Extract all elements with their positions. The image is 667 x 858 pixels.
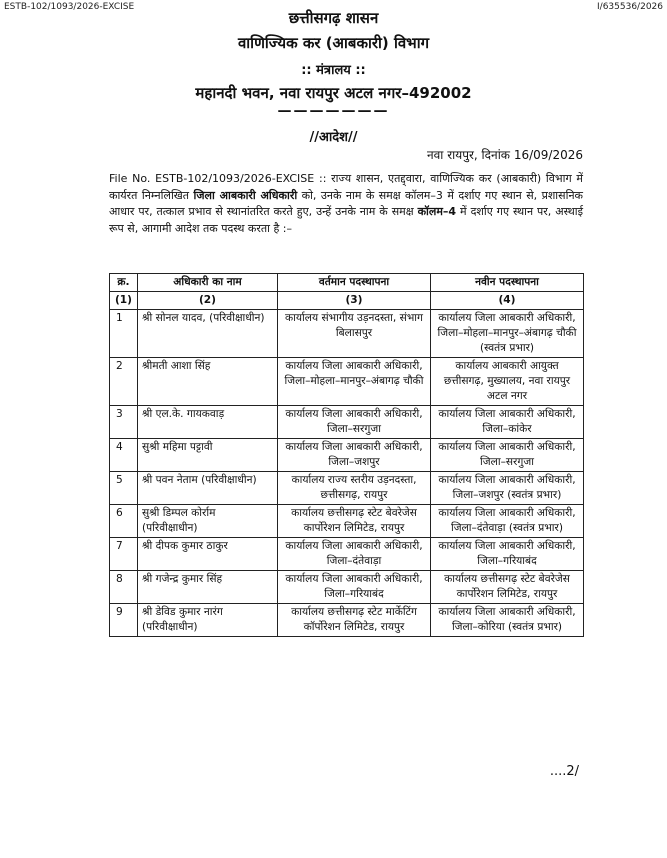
cell-name: सुश्री महिमा पट्टावी: [138, 439, 278, 472]
file-ref-right: I/635536/2026: [597, 2, 663, 12]
cell-name: श्री डेविड कुमार नारंग (परिवीक्षाधीन): [138, 604, 278, 637]
cell-sn: 8: [110, 571, 138, 604]
table-row: [110, 472, 584, 505]
table-row: [110, 358, 584, 406]
cell-current: कार्यालय छत्तीसगढ़ स्टेट मार्केटिंग कॉर्पोरेशन लिमिटेड, रायपुर: [278, 604, 431, 637]
body-bold1: जिला आबकारी अधिकारी: [193, 188, 298, 202]
page-marker: ....2/: [549, 764, 579, 779]
col-header-current: वर्तमान पदस्थापना: [278, 274, 431, 292]
cell-sn: 2: [110, 358, 138, 406]
col-header-new: नवीन पदस्थापना: [431, 274, 584, 292]
table-row: [110, 538, 584, 571]
cell-current: कार्यालय जिला आबकारी अधिकारी, जिला–जशपुर: [278, 439, 431, 472]
cell-new: कार्यालय जिला आबकारी अधिकारी, जिला–मोहला–मानपुर–अंबागढ़ चौकी (स्वतंत्र प्रभार): [431, 310, 584, 358]
cell-name: श्री पवन नेताम (परिवीक्षाधीन): [138, 472, 278, 505]
table-row: [110, 439, 584, 472]
cell-current: कार्यालय संभागीय उड़नदस्ता, संभाग बिलासपुर: [278, 310, 431, 358]
body-part1: File No. ESTB-102/1093/2026-EXCISE :: राज्य शासन, एतद्द्वारा, वाणिज्यिक कर (आबकारी) विभाग में कार्यरत निम्नलिखित: [109, 172, 583, 202]
ministry-label: :: मंत्रालय ::: [301, 63, 366, 78]
cell-name: सुश्री डिम्पल कोर्राम (परिवीक्षाधीन): [138, 505, 278, 538]
header-divider: ———————: [277, 103, 390, 119]
table-header-row: [110, 274, 584, 292]
cell-name: श्री एल.के. गायकवाड़: [138, 406, 278, 439]
cell-new: कार्यालय आबकारी आयुक्त छत्तीसगढ़, मुख्यालय, नवा रायपुर अटल नगर: [431, 358, 584, 406]
cell-name: श्री सोनल यादव, (परिवीक्षाधीन): [138, 310, 278, 358]
cell-new: कार्यालय जिला आबकारी अधिकारी, जिला–गरियाबंद: [431, 538, 584, 571]
cell-new: कार्यालय जिला आबकारी अधिकारी, जिला–सरगुजा: [431, 439, 584, 472]
body-part3: में दर्शाए गए स्थान पर, अस्थाई रूप से, आगामी आदेश तक पदस्थ करता है :–: [109, 205, 583, 235]
colnum-3: (3): [278, 292, 431, 310]
cell-new: कार्यालय छत्तीसगढ़ स्टेट बेवरेजेस कार्पोरेशन लिमिटेड, रायपुर: [431, 571, 584, 604]
cell-sn: 9: [110, 604, 138, 637]
cell-sn: 4: [110, 439, 138, 472]
govt-title: छत्तीसगढ़ शासन: [288, 9, 379, 27]
cell-current: कार्यालय जिला आबकारी अधिकारी, जिला–दंतेवाड़ा: [278, 538, 431, 571]
col-header-sn: क्र.: [110, 274, 138, 292]
colnum-1: (1): [110, 292, 138, 310]
table-row: [110, 406, 584, 439]
cell-current: कार्यालय छत्तीसगढ़ स्टेट बेवरेजेस कार्पोरेशन लिमिटेड, रायपुर: [278, 505, 431, 538]
col-header-name: अधिकारी का नाम: [138, 274, 278, 292]
body-bold2: कॉलम–4: [417, 205, 457, 218]
body-part2: को, उनके नाम के समक्ष कॉलम–3 में दर्शाए गए स्थान से, प्रशासनिक आधार पर, तत्काल प्रभाव से स्थानांतरित करते हुए, उन्हें उनके नाम के समक्ष: [109, 188, 583, 218]
table-body: [110, 310, 584, 637]
colnum-4: (4): [431, 292, 584, 310]
cell-current: कार्यालय जिला आबकारी अधिकारी, जिला–मोहला–मानपुर–अंबागढ़ चौकी: [278, 358, 431, 406]
department-title: वाणिज्यिक कर (आबकारी) विभाग: [237, 34, 430, 52]
cell-new: कार्यालय जिला आबकारी अधिकारी, जिला–कोरिया (स्वतंत्र प्रभार): [431, 604, 584, 637]
table-row: [110, 505, 584, 538]
transfer-table: [109, 273, 584, 637]
order-heading: //आदेश//: [309, 130, 358, 145]
colnum-2: (2): [138, 292, 278, 310]
file-ref-left: ESTB-102/1093/2026-EXCISE: [4, 2, 135, 12]
table-row: [110, 571, 584, 604]
cell-current: कार्यालय राज्य स्तरीय उड़नदस्ता, छत्तीसगढ़, रायपुर: [278, 472, 431, 505]
table-row: [110, 604, 584, 637]
table-colnum-row: [110, 292, 584, 310]
cell-name: श्रीमती आशा सिंह: [138, 358, 278, 406]
order-body: [109, 171, 583, 237]
cell-sn: 6: [110, 505, 138, 538]
cell-new: कार्यालय जिला आबकारी अधिकारी, जिला–कांकेर: [431, 406, 584, 439]
cell-sn: 3: [110, 406, 138, 439]
cell-sn: 7: [110, 538, 138, 571]
table-row: [110, 310, 584, 358]
address-line: महानदी भवन, नवा रायपुर अटल नगर–492002: [195, 84, 472, 102]
cell-sn: 5: [110, 472, 138, 505]
cell-name: श्री दीपक कुमार ठाकुर: [138, 538, 278, 571]
dateline: नवा रायपुर, दिनांक 16/09/2026: [426, 148, 583, 162]
cell-current: कार्यालय जिला आबकारी अधिकारी, जिला–सरगुजा: [278, 406, 431, 439]
cell-sn: 1: [110, 310, 138, 358]
cell-name: श्री गजेन्द्र कुमार सिंह: [138, 571, 278, 604]
cell-new: कार्यालय जिला आबकारी अधिकारी, जिला–जशपुर (स्वतंत्र प्रभार): [431, 472, 584, 505]
cell-new: कार्यालय जिला आबकारी अधिकारी, जिला–दंतेवाड़ा (स्वतंत्र प्रभार): [431, 505, 584, 538]
cell-current: कार्यालय जिला आबकारी अधिकारी, जिला–गरियाबंद: [278, 571, 431, 604]
